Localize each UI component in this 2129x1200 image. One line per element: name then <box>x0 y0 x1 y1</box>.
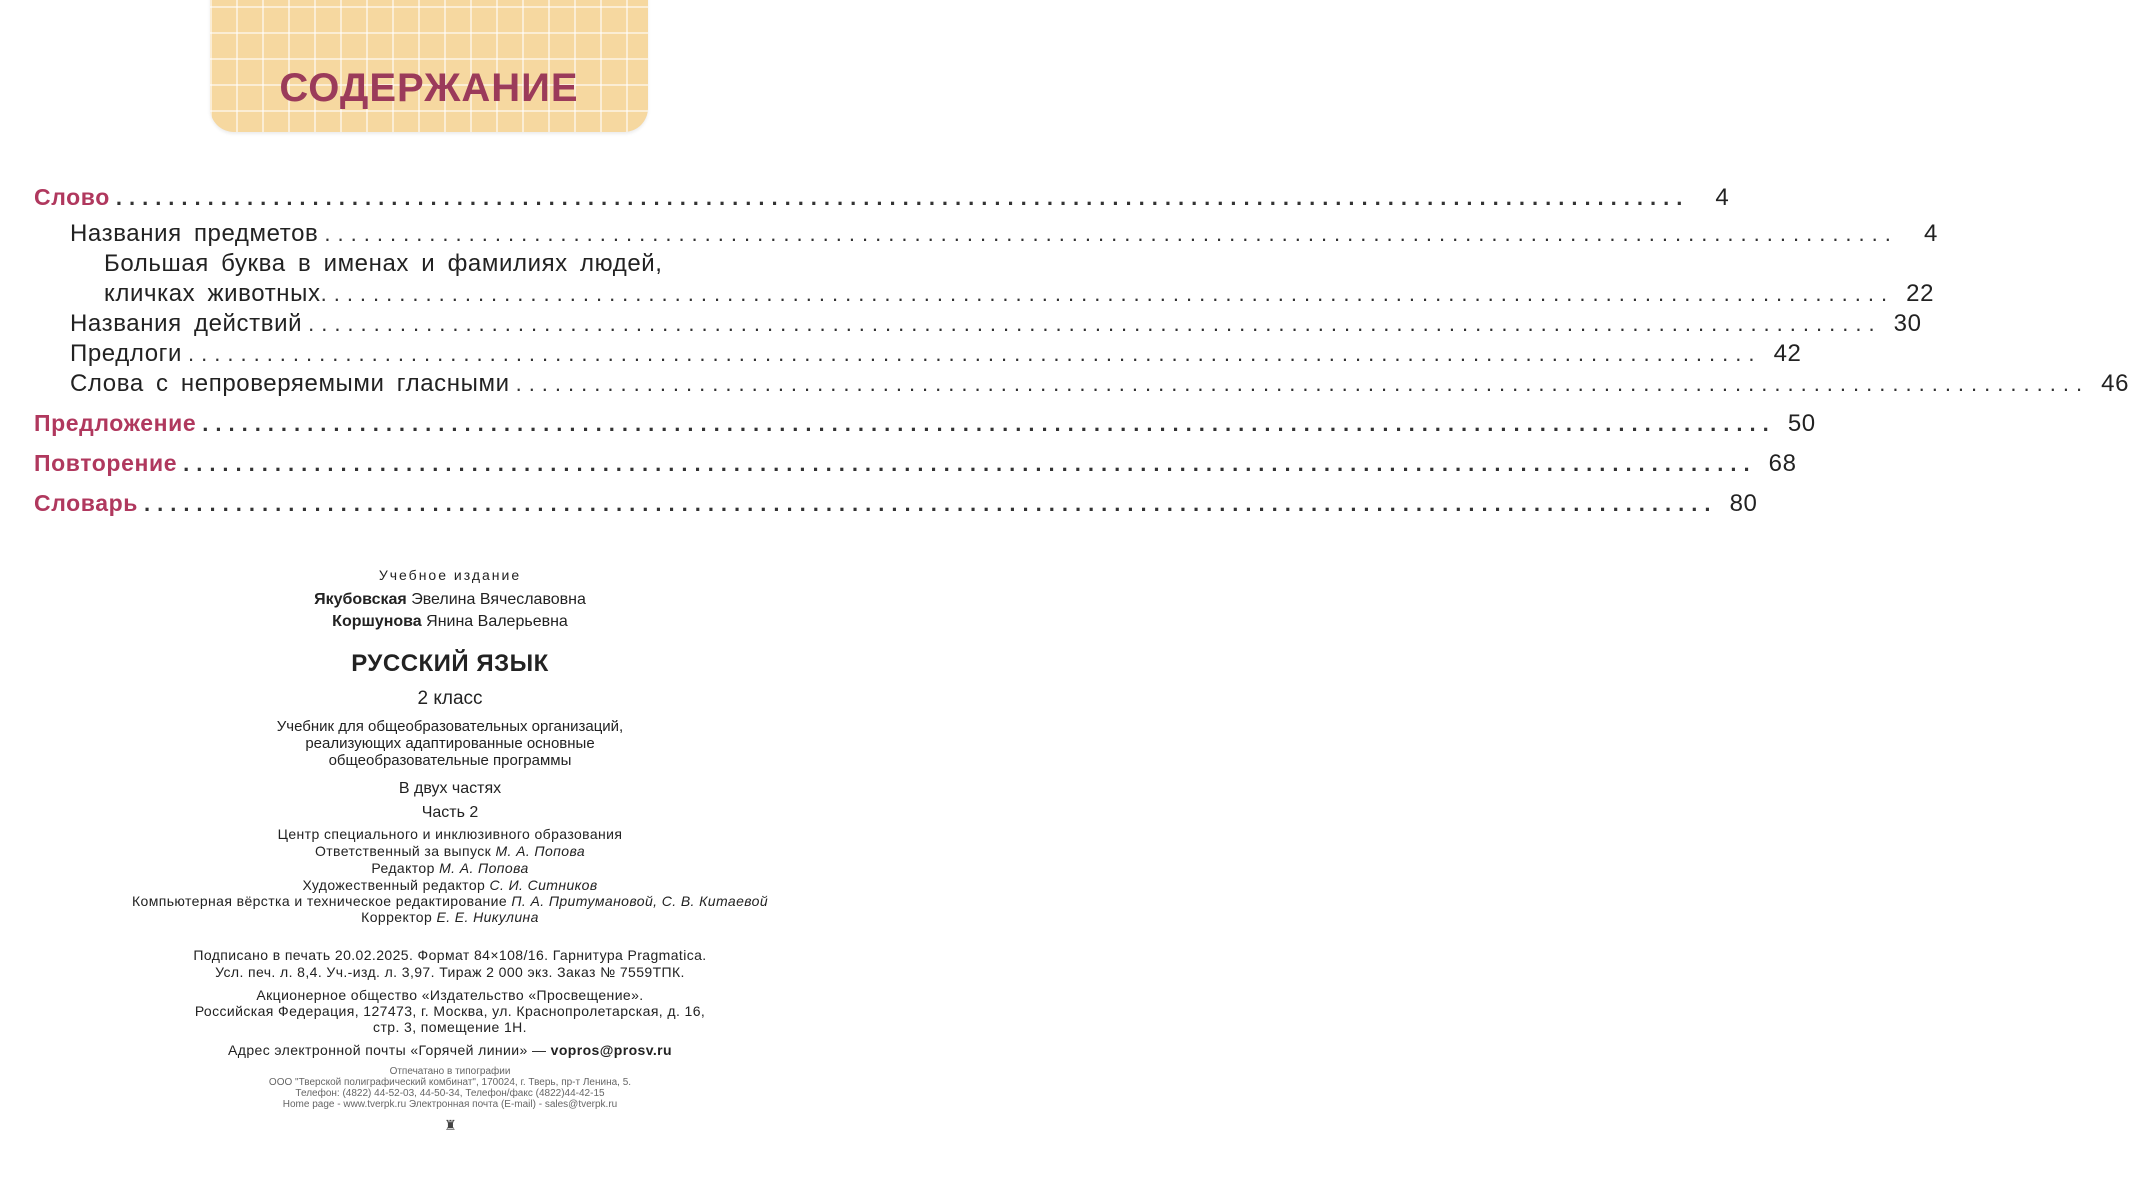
responsible-line <box>0 843 900 859</box>
toc-item-nazvaniya-deystviy[interactable] <box>70 310 1922 338</box>
toc-leader-dots: ........................................................................................................................ <box>320 281 1895 306</box>
publisher-line-1: Акционерное общество «Издательство «Просвещение». <box>256 987 644 1003</box>
toc-item-title: Словарь <box>34 490 138 516</box>
toc-item-title: Предложение <box>34 410 197 436</box>
desc-line-2: реализующих адаптированные основные <box>305 735 595 752</box>
editor-label: Редактор <box>371 860 435 876</box>
author-2-name: Янина Валерьевна <box>426 613 568 630</box>
hotline-email[interactable]: vopros@prosv.ru <box>550 1042 672 1058</box>
layout-line <box>0 893 900 909</box>
author-2 <box>0 613 900 631</box>
corrector-line <box>0 909 900 925</box>
toc-item-page: 68 <box>1768 450 1797 477</box>
toc-item-title: Названия действий <box>70 310 303 337</box>
toc-item-slovo[interactable] <box>34 184 1730 212</box>
publisher-line-2: Российская Федерация, 127473, г. Москва, ул. Краснопролетарская, д. 16, <box>194 1003 706 1019</box>
hotline-label: Адрес электронной почты «Горячей линии» — <box>228 1042 547 1058</box>
toc-item-title: Слово <box>34 184 110 210</box>
author-1 <box>0 591 900 609</box>
author-1-surname: Якубовская <box>314 591 407 608</box>
toc-item-title: Повторение <box>34 450 178 476</box>
toc-leader-dots: ........................................................................................................................ <box>115 185 1690 210</box>
print-line-2: Усл. печ. л. 8,4. Уч.-изд. л. 3,97. Тираж 2 000 экз. Заказ № 7559ТПК. <box>215 964 685 980</box>
art-editor-name: С. И. Ситников <box>489 877 598 893</box>
editor-line <box>0 860 900 876</box>
printer-line-1: ООО "Тверской полиграфический комбинат", 170024, г. Тверь, пр-т Ленина, 5. <box>268 1077 632 1088</box>
page-title: СОДЕРЖАНИЕ <box>279 66 579 110</box>
header-banner <box>210 0 648 132</box>
toc-item-page: 4 <box>1715 184 1730 211</box>
art-editor-line <box>0 877 900 893</box>
book-title: РУССКИЙ ЯЗЫК <box>351 650 549 677</box>
desc-line-3: общеобразовательные программы <box>328 752 572 769</box>
toc-item-slovar[interactable] <box>34 490 1758 518</box>
toc-item-nazvaniya-predmetov[interactable] <box>70 220 1938 248</box>
toc-leader-dots: ........................................................................................................................ <box>143 491 1718 516</box>
toc-item-page: 50 <box>1787 410 1816 437</box>
toc-item-predlogi[interactable] <box>70 340 1802 368</box>
part-number: Часть 2 <box>421 804 479 821</box>
responsible-label: Ответственный за выпуск <box>314 843 492 859</box>
print-line-1: Подписано в печать 20.02.2025. Формат 84×108/16. Гарнитура Pragmatica. <box>193 947 707 963</box>
desc-line-1: Учебник для общеобразовательных организаций, <box>276 718 624 735</box>
book-grade: 2 класс <box>417 688 483 709</box>
toc-item-povtorenie[interactable] <box>34 450 1797 478</box>
toc-item-page: 42 <box>1773 340 1802 367</box>
layout-label: Компьютерная вёрстка и техническое редактирование <box>131 893 508 909</box>
toc-item-predlozhenie[interactable] <box>34 410 1816 438</box>
toc-leader-dots: ........................................................................................................................ <box>515 371 2090 396</box>
publisher-line-3: стр. 3, помещение 1Н. <box>373 1019 527 1035</box>
toc-item-title: Предлоги <box>70 340 183 367</box>
toc-leader-dots: ........................................................................................................................ <box>183 451 1757 476</box>
toc-item-page: 30 <box>1893 310 1922 337</box>
toc-item-page: 4 <box>1923 220 1938 247</box>
toc-item-title: Слова с непроверяемыми гласными <box>70 370 510 397</box>
toc-item-neprov-glasnye[interactable] <box>70 370 2129 398</box>
toc-leader-dots: ........................................................................................................................ <box>324 221 1898 246</box>
toc-leader-dots: ........................................................................................................................ <box>202 411 1776 436</box>
layout-name-1: П. А. Притумановой, <box>511 893 658 909</box>
responsible-name: М. А. Попова <box>495 843 586 859</box>
corrector-name: Е. Е. Никулина <box>436 909 539 925</box>
printed-at: Отпечатано в типографии <box>389 1066 511 1077</box>
printer-line-2: Телефон: (4822) 44-52-03, 44-50-34, Телефон/факс (4822)44-42-15 <box>295 1088 605 1099</box>
toc-item-title: кличках животных <box>104 280 321 307</box>
edition-type: Учебное издание <box>378 567 522 583</box>
toc-item-bolshaya-bukva[interactable] <box>104 280 1935 308</box>
author-2-surname: Коршунова <box>332 613 422 630</box>
author-1-name: Эвелина Вячеславовна <box>411 591 586 608</box>
toc-item-page: 22 <box>1906 280 1935 307</box>
printer-logo-icon: ♜ <box>444 1117 457 1133</box>
center-name: Центр специального и инклюзивного образования <box>277 826 623 842</box>
art-editor-label: Художественный редактор <box>302 877 486 893</box>
editor-name: М. А. Попова <box>439 860 529 876</box>
printer-line-3: Home page - www.tverpk.ru Электронная почта (E-mail) - sales@tverpk.ru <box>282 1099 618 1110</box>
toc-item-page: 80 <box>1729 490 1758 517</box>
layout-name-2: С. В. Китаевой <box>661 893 769 909</box>
toc-item-page: 46 <box>2101 370 2129 397</box>
toc-item-title: Названия предметов <box>70 220 319 247</box>
parts-note: В двух частях <box>398 780 502 797</box>
toc-item-bolshaya-bukva-line1: Большая буква в именах и фамилиях людей, <box>104 250 663 277</box>
hotline-line <box>0 1042 900 1058</box>
toc-leader-dots: ........................................................................................................................ <box>188 341 1762 366</box>
toc-leader-dots: ........................................................................................................................ <box>308 311 1882 336</box>
corrector-label: Корректор <box>361 909 433 925</box>
